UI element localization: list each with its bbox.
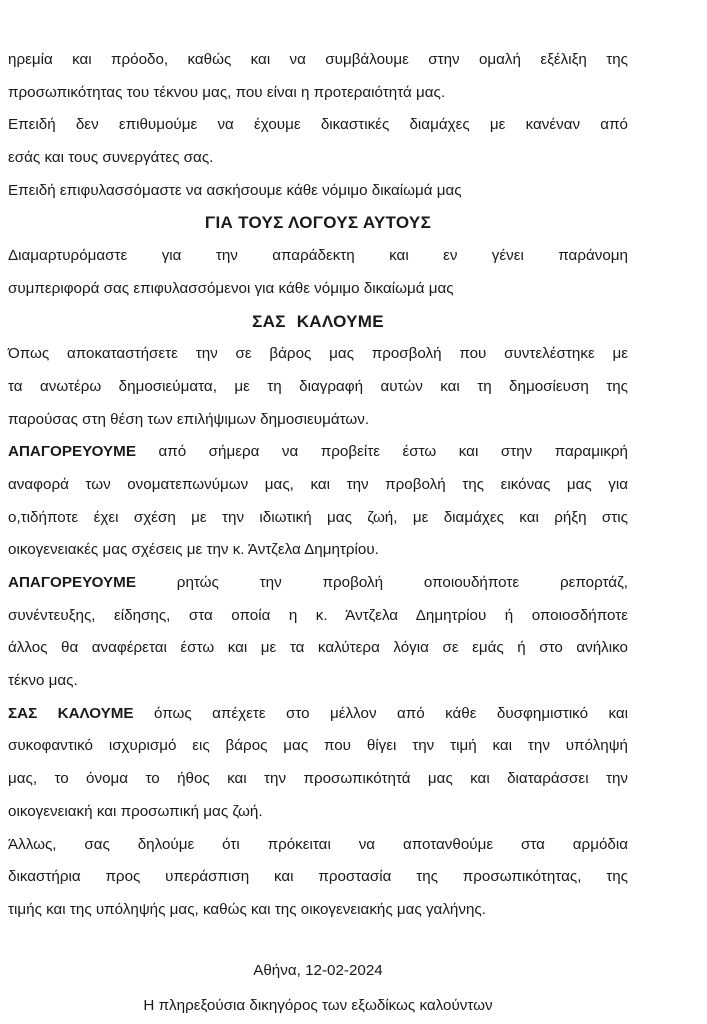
document-body xyxy=(8,44,628,927)
place-and-date: Αθήνα, 12-02-2024 xyxy=(253,962,383,979)
text-line: ο,τιδήποτε έχει σχέση με την ιδιωτική μας ζωή, με διαμάχες και ρήξη στις xyxy=(8,508,628,526)
text-line: τα ανωτέρω δημοσιεύματα, με τη διαγραφή αυτών και τη δημοσίευση της xyxy=(8,377,628,395)
text-fragment: όπως απέχετε στο μέλλον από κάθε δυσφημιστικό και xyxy=(133,704,629,722)
text-line: τιμής και της υπόληψής μας, καθώς και της οικογενειακής μας γαλήνης. xyxy=(8,900,486,918)
text-line: Διαμαρτυρόμαστε για την απαράδεκτη και εν γένει παράνομη xyxy=(8,247,628,265)
text-line: αναφορά των ονοματεπωνύμων μας, και την προβολή της εικόνας μας για xyxy=(8,475,628,493)
text-line: Άλλως, σας δηλούμε ότι πρόκειται να αποτανθούμε στα αρμόδια xyxy=(8,835,628,853)
text-line: ηρεμία και πρόοδο, καθώς και να συμβάλουμε στην ομαλή εξέλιξη της xyxy=(8,51,628,68)
text-line: οικογενειακές μας σχέσεις με την κ. Άντζελα Δημητρίου. xyxy=(8,541,379,559)
text-line: συμπεριφορά σας επιφυλασσόμενοι για κάθε νόμιμο δικαίωμά μας xyxy=(8,279,454,297)
text-line: τέκνο μας. xyxy=(8,672,78,690)
text-line: εσάς και τους συνεργάτες σας. xyxy=(8,149,214,167)
text-line: Όπως αποκαταστήσετε την σε βάρος μας προσβολή που συντελέστηκε με xyxy=(8,345,628,363)
text-line: Επειδή δεν επιθυμούμε να έχουμε δικαστικές διαμάχες με κανέναν από xyxy=(8,116,628,134)
signatory-line: Η πληρεξούσια δικηγόρος των εξωδίκως καλούντων xyxy=(143,997,493,1014)
text-line xyxy=(8,436,628,469)
text-line: άλλος θα αναφέρεται έστω και με τα καλύτερα λόγια σε εμάς ή στο ανήλικο xyxy=(8,639,628,657)
text-line: συνέντευξης, είδησης, στα οποία η κ. Άντζελα Δημητρίου ή οποιοσδήποτε xyxy=(8,606,628,624)
text-line: δικαστήρια προς υπεράσπιση και προστασία της προσωπικότητας, της xyxy=(8,868,628,886)
text-line: συκοφαντικό ισχυρισμό εις βάρος μας που θίγει την τιμή και την υπόληψή xyxy=(8,737,628,755)
text-line xyxy=(8,698,628,731)
text-line: προσωπικότητας του τέκνου μας, που είναι η προτεραιότητά μας. xyxy=(8,83,446,101)
text-fragment: από σήμερα να προβείτε έστω και στην παραμικρή xyxy=(135,443,628,461)
text-fragment: ρητώς την προβολή οποιουδήποτε ρεπορτάζ, xyxy=(135,574,628,591)
text-line: Επειδή επιφυλασσόμαστε να ασκήσουμε κάθε νόμιμο δικαίωμά μας xyxy=(8,181,462,199)
text-line: οικογενειακή και προσωπική μας ζωή. xyxy=(8,802,263,820)
section-heading: ΣΑΣ ΚΑΛΟΥΜΕ xyxy=(252,311,384,331)
section-heading: ΓΙΑ ΤΟΥΣ ΛΟΓΟΥΣ ΑΥΤΟΥΣ xyxy=(204,213,432,233)
text-line: παρούσας στη θέση των επιλήψιμων δημοσιευμάτων. xyxy=(8,410,370,428)
emphasis-word: ΣΑΣ ΚΑΛΟΥΜΕ xyxy=(8,704,134,722)
text-line xyxy=(8,567,628,600)
emphasis-word: ΑΠΑΓΟΡΕΥΟΥΜΕ xyxy=(8,574,136,591)
text-line: μας, το όνομα το ήθος και την προσωπικότητά μας και διαταράσσει την xyxy=(8,770,628,788)
emphasis-word: ΑΠΑΓΟΡΕΥΟΥΜΕ xyxy=(8,443,136,461)
